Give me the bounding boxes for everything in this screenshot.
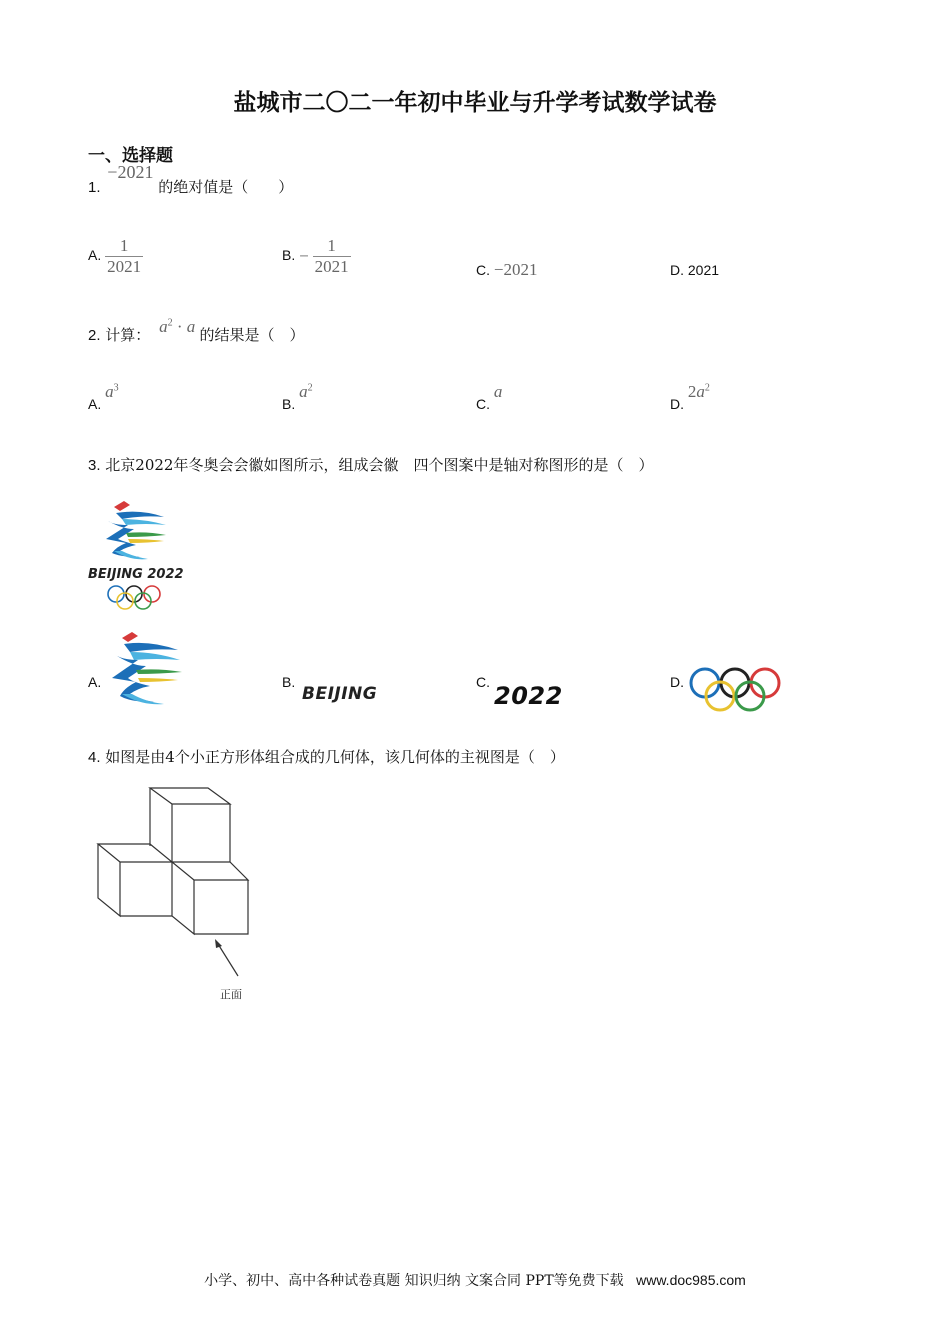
q1-option-b[interactable] xyxy=(282,236,351,277)
question-2 xyxy=(88,317,305,345)
fraction xyxy=(105,236,143,277)
question-4 xyxy=(88,746,565,767)
variable: a xyxy=(186,317,196,336)
2022-wordmark: 2022 xyxy=(494,682,563,710)
exponent: 2 xyxy=(307,382,313,394)
exponent: 3 xyxy=(113,382,119,394)
option-label: A. xyxy=(88,247,102,264)
option-label: C. xyxy=(476,262,490,278)
numerator: 1 xyxy=(327,236,336,255)
variable: a xyxy=(696,382,705,401)
q1-expression: −2021 xyxy=(107,162,154,182)
q3-option-a[interactable] xyxy=(88,674,101,690)
q3-option-c[interactable] xyxy=(476,674,490,690)
exponent: 2 xyxy=(167,317,173,329)
dot-operator: · xyxy=(176,317,183,336)
variable: a xyxy=(159,317,168,336)
option-label: B. xyxy=(282,674,296,690)
option-value: 2021 xyxy=(687,262,720,278)
option-value xyxy=(105,382,119,401)
question-text: 的结果是（ ） xyxy=(199,326,305,344)
section-heading: 一、选择题 xyxy=(88,146,173,166)
option-value: −2021 xyxy=(493,260,538,279)
front-label: 正面 xyxy=(220,988,242,1001)
footer xyxy=(0,1270,950,1290)
q2-option-c[interactable] xyxy=(476,382,503,412)
option-label: A. xyxy=(88,396,102,412)
ribbon-icon xyxy=(104,632,184,716)
question-number: 3. xyxy=(88,457,101,474)
denominator: 2021 xyxy=(314,257,349,276)
question-number: 2. xyxy=(88,327,101,344)
page-title: 盐城市二〇二一年初中毕业与升学考试数学试卷 xyxy=(233,90,717,116)
q2-expression xyxy=(159,317,199,336)
option-label: B. xyxy=(282,396,296,412)
option-label: C. xyxy=(476,674,490,690)
option-label: C. xyxy=(476,396,490,412)
exponent: 2 xyxy=(704,382,710,394)
question-number: 4. xyxy=(88,749,101,766)
q3-option-b[interactable] xyxy=(282,674,295,690)
q2-option-d[interactable] xyxy=(670,382,710,412)
minus-sign: − xyxy=(299,246,309,266)
q1-option-c[interactable] xyxy=(476,260,537,280)
question-number: 1. xyxy=(88,179,101,196)
question-text: 的绝对值是（ ） xyxy=(158,178,294,196)
option-label: D. xyxy=(670,674,684,690)
winter-olympics-emblem xyxy=(86,495,186,615)
option-label: D. xyxy=(670,262,684,278)
ribbon-icon xyxy=(106,501,166,559)
variable: a xyxy=(493,382,503,401)
option-label: A. xyxy=(88,674,102,690)
question-text: 北京2022年冬奥会会徽如图所示，组成会徽 四个图案中是轴对称图形的是（ ） xyxy=(105,456,654,474)
front-arrow-icon xyxy=(215,939,238,976)
beijing-wordmark: BEIJING xyxy=(302,684,378,704)
q2-option-b[interactable] xyxy=(282,382,313,412)
olympic-rings-icon xyxy=(688,664,782,714)
option-value xyxy=(688,382,710,401)
question-text: 如图是由4个小正方形体组合成的几何体，该几何体的主视图是（ ） xyxy=(105,748,565,766)
footer-text: 小学、初中、高中各种试卷真题 知识归纳 文案合同 PPT等免费下载 xyxy=(204,1273,624,1289)
olympic-rings-icon xyxy=(108,586,160,609)
variable: a xyxy=(105,382,114,401)
footer-link[interactable]: www.doc985.com xyxy=(636,1272,746,1288)
q1-option-a[interactable] xyxy=(88,236,143,277)
denominator: 2021 xyxy=(107,257,142,276)
question-1 xyxy=(88,162,294,197)
question-3 xyxy=(88,454,653,475)
numerator: 1 xyxy=(119,236,129,255)
question-prefix: 计算： xyxy=(105,326,151,344)
emblem-text: BEIJING 2022 xyxy=(88,567,184,582)
option-label: D. xyxy=(670,396,684,412)
variable: a xyxy=(299,382,308,401)
option-label: B. xyxy=(282,247,296,264)
option-value xyxy=(299,382,313,401)
q2-option-a[interactable] xyxy=(88,382,119,412)
cube-geometry-figure xyxy=(94,784,254,1008)
fraction xyxy=(313,236,351,277)
option-value xyxy=(494,382,503,401)
coefficient: 2 xyxy=(687,382,697,401)
q3-option-d[interactable] xyxy=(670,674,684,690)
q1-option-d[interactable] xyxy=(670,262,719,278)
